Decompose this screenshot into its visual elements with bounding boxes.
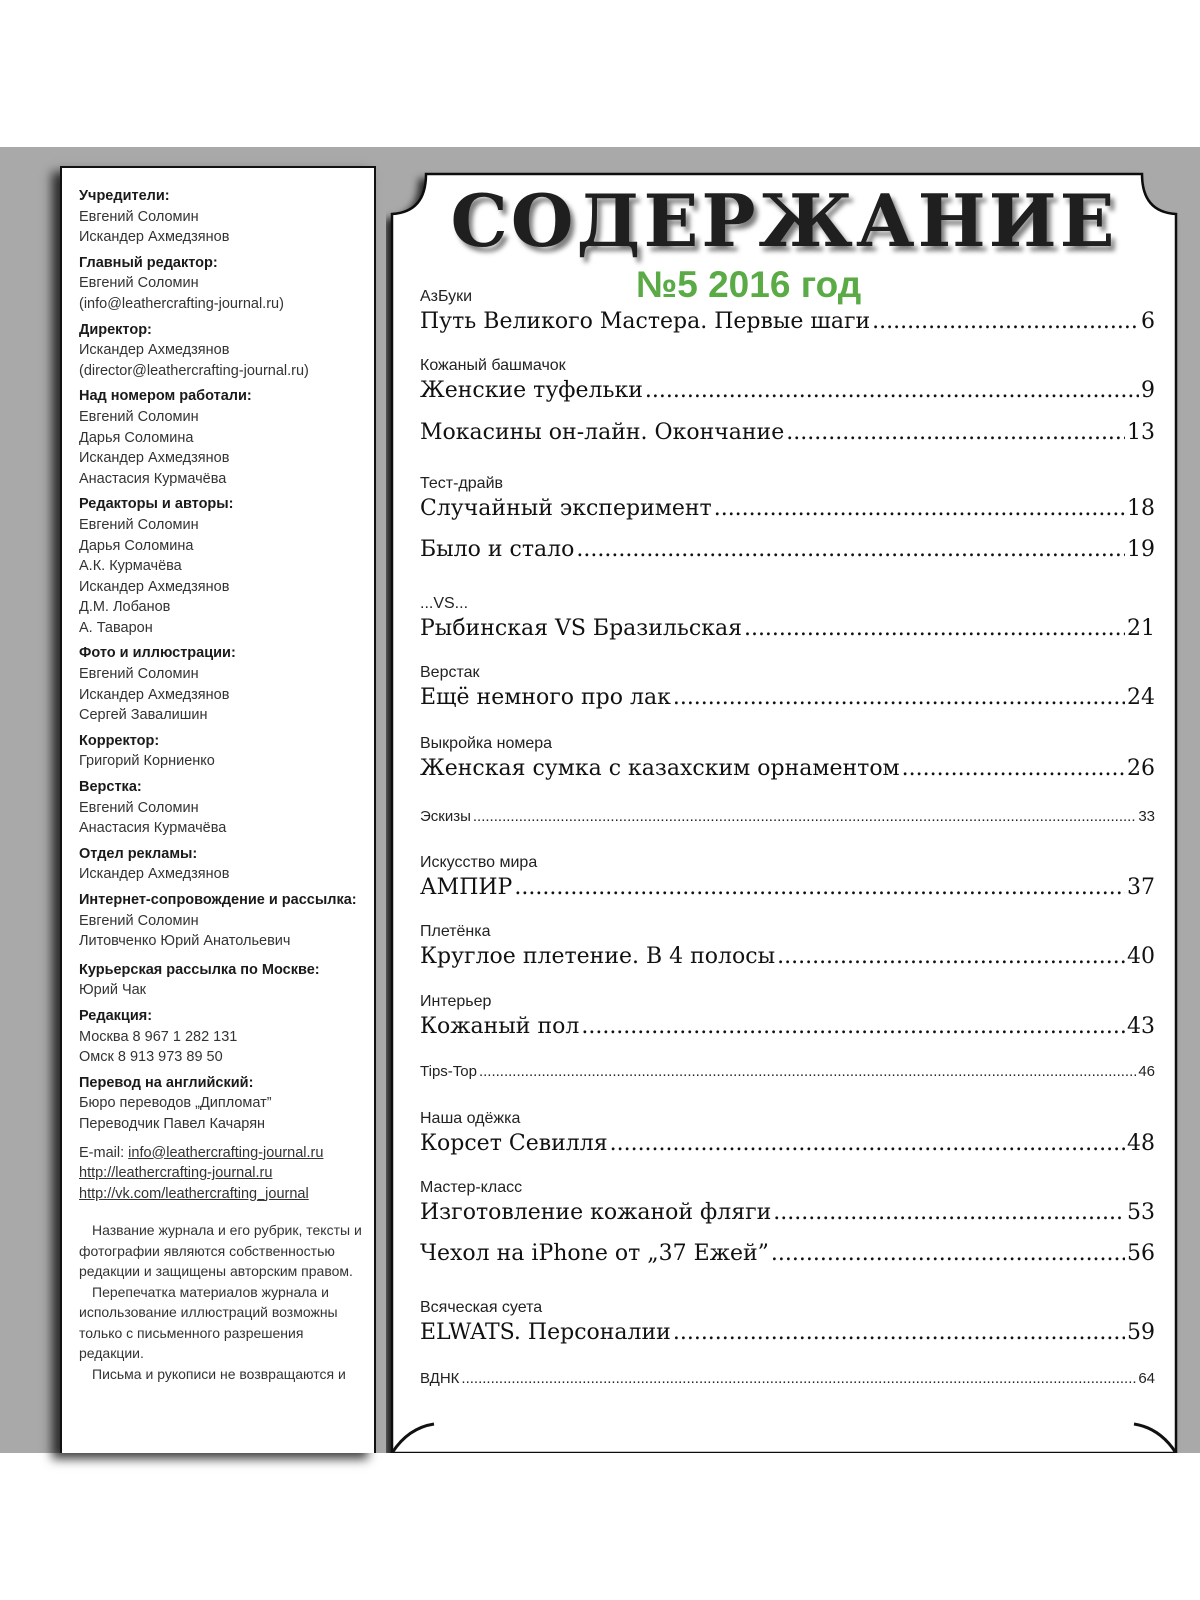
entry-page-number: 19 <box>1127 537 1155 562</box>
section-label: Тест-драйв <box>420 475 503 492</box>
entry-title: Изготовление кожаной фляги <box>420 1200 772 1225</box>
entry-title: Было и стало <box>420 537 575 562</box>
credit-group <box>79 320 366 382</box>
entry-title: АМПИР <box>420 875 513 900</box>
contents-entry[interactable] <box>420 734 1155 784</box>
legal-paragraph: Письма и рукописи не возвращаются и <box>92 1365 346 1382</box>
contents-entry[interactable] <box>420 594 1155 644</box>
credit-group <box>79 1006 366 1068</box>
entry-title: Круглое плетение. В 4 полосы <box>420 944 776 969</box>
section-label: Кожаный башмачок <box>420 357 566 374</box>
entry-title: Эскизы <box>420 808 471 825</box>
credit-group <box>79 731 366 772</box>
legal-notice <box>79 1220 366 1384</box>
entry-page-number: 53 <box>1127 1200 1155 1225</box>
entry-page-number: 59 <box>1127 1320 1155 1345</box>
contents-panel <box>386 166 1182 1453</box>
credit-line: А. Таварон <box>79 619 153 636</box>
section-label: Мастер-класс <box>420 1179 523 1196</box>
credit-heading: Верстка: <box>79 779 142 796</box>
contents-entry[interactable] <box>420 287 1155 337</box>
credit-heading: Над номером работали: <box>79 388 252 405</box>
contents-entry[interactable] <box>420 1057 1155 1087</box>
entry-page-number: 43 <box>1127 1014 1155 1039</box>
credit-line: Анастасия Курмачёва <box>79 820 227 837</box>
entry-page-number: 48 <box>1127 1131 1155 1156</box>
entry-row <box>420 683 1155 713</box>
dot-leader <box>786 418 1125 448</box>
credit-line: Искандер Ахмедзянов <box>79 686 230 703</box>
contents-entry[interactable] <box>420 535 1155 565</box>
entry-page-number: 64 <box>1138 1370 1155 1387</box>
dot-leader <box>576 535 1125 565</box>
entry-title: Корсет Севилля <box>420 1131 608 1156</box>
entry-title: ELWATS. Персоналии <box>420 1320 671 1345</box>
credit-line: Искандер Ахмедзянов <box>79 342 230 359</box>
entry-row <box>420 1012 1155 1042</box>
legal-paragraph: Перепечатка материалов журнала и использование иллюстраций возможны только с письменного разрешения редакции. <box>79 1283 338 1362</box>
credit-heading: Редакция: <box>79 1007 153 1024</box>
credit-line: Евгений Соломин <box>79 208 199 225</box>
entry-row <box>420 1318 1155 1348</box>
section-label: Интерьер <box>420 993 492 1010</box>
contents-entry[interactable] <box>420 1178 1155 1228</box>
vk-link[interactable]: http://vk.com/leathercrafting_journal <box>79 1185 309 1202</box>
entry-row <box>420 418 1155 448</box>
credit-line: Москва 8 967 1 282 131 <box>79 1028 238 1045</box>
entry-row <box>420 1364 1155 1394</box>
dot-leader <box>514 873 1125 903</box>
credit-line: (director@leathercrafting-journal.ru) <box>79 362 309 379</box>
credit-line: Переводчик Павел Качарян <box>79 1115 266 1132</box>
entry-row <box>420 494 1155 524</box>
credit-line: Анастасия Курмачёва <box>79 470 227 487</box>
dot-leader <box>461 1364 1136 1394</box>
credit-line: Омск 8 913 973 89 50 <box>79 1049 223 1066</box>
credit-line: Искандер Ахмедзянов <box>79 866 230 883</box>
credit-heading: Главный редактор: <box>79 254 218 271</box>
credit-line: Юрий Чак <box>79 982 147 999</box>
entry-page-number: 6 <box>1141 309 1155 334</box>
entry-title: Кожаный пол <box>420 1014 580 1039</box>
credit-line: Искандер Ахмедзянов <box>79 450 230 467</box>
credit-line: Евгений Соломин <box>79 666 199 683</box>
entry-title: Рыбинская VS Бразильская <box>420 616 742 641</box>
credit-line: Дарья Соломина <box>79 537 194 554</box>
section-label: Плетёнка <box>420 923 491 940</box>
credit-line: Григорий Корниенко <box>79 753 215 770</box>
dot-leader <box>673 1318 1125 1348</box>
entry-page-number: 33 <box>1138 808 1155 825</box>
dot-leader <box>744 614 1125 644</box>
credit-heading: Корректор: <box>79 732 160 749</box>
contents-entry[interactable] <box>420 663 1155 713</box>
credit-line: Евгений Соломин <box>79 799 199 816</box>
credit-groups <box>79 186 366 1135</box>
dot-leader <box>714 494 1125 524</box>
credit-heading: Курьерская рассылка по Москве: <box>79 961 320 978</box>
contents-entry[interactable] <box>420 1109 1155 1159</box>
entry-page-number: 21 <box>1127 616 1155 641</box>
credit-heading: Редакторы и авторы: <box>79 496 234 513</box>
credit-group <box>79 186 366 248</box>
entry-page-number: 56 <box>1127 1241 1155 1266</box>
entry-title: Женская сумка с казахским орнаментом <box>420 756 900 781</box>
entry-row <box>420 1129 1155 1159</box>
entry-page-number: 13 <box>1127 420 1155 445</box>
credit-group <box>79 960 366 1001</box>
contacts-block <box>79 1143 366 1205</box>
entry-page-number: 37 <box>1127 875 1155 900</box>
entry-page-number: 46 <box>1138 1063 1155 1080</box>
entry-title: ВДНК <box>420 1370 460 1387</box>
credit-group <box>79 844 366 885</box>
entry-row <box>420 754 1155 784</box>
email-label: E-mail: <box>79 1144 129 1161</box>
entry-title: Tips-Top <box>420 1063 477 1080</box>
dot-leader <box>479 1057 1136 1087</box>
site-link[interactable]: http://leathercrafting-journal.ru <box>79 1165 273 1182</box>
dot-leader <box>610 1129 1125 1159</box>
credit-line: Бюро переводов „Дипломат” <box>79 1095 272 1112</box>
contents-entry[interactable] <box>420 356 1155 406</box>
entry-row <box>420 1198 1155 1228</box>
entry-title: Мокасины он-лайн. Окончание <box>420 420 785 445</box>
entry-page-number: 40 <box>1127 944 1155 969</box>
credit-group <box>79 253 366 315</box>
entry-page-number: 24 <box>1127 685 1155 710</box>
credit-line: Д.М. Лобанов <box>79 599 171 616</box>
dot-leader <box>581 1012 1125 1042</box>
entry-page-number: 9 <box>1141 378 1155 403</box>
dot-leader <box>673 683 1125 713</box>
section-label: АзБуки <box>420 288 473 305</box>
section-label: Всяческая суета <box>420 1299 543 1316</box>
email-link[interactable]: info@leathercrafting-journal.ru <box>128 1144 324 1161</box>
contents-entry[interactable] <box>420 853 1155 903</box>
entry-row <box>420 376 1155 406</box>
dot-leader <box>777 942 1125 972</box>
credit-group <box>79 1073 366 1135</box>
contents-entry[interactable] <box>420 922 1155 972</box>
credit-group <box>79 777 366 839</box>
dot-leader <box>773 1198 1125 1228</box>
entry-title: Чехол на iPhone от „37 Ежей” <box>420 1241 769 1266</box>
credit-group <box>79 643 366 725</box>
dot-leader <box>872 307 1139 337</box>
entry-row <box>420 535 1155 565</box>
entry-row <box>420 307 1155 337</box>
credit-line: Дарья Соломина <box>79 429 194 446</box>
credit-line: Искандер Ахмедзянов <box>79 578 230 595</box>
credit-group <box>79 890 366 952</box>
dot-leader <box>771 1239 1125 1269</box>
credit-line: Сергей Завалишин <box>79 707 208 724</box>
entry-row <box>420 614 1155 644</box>
contents-entry[interactable] <box>420 992 1155 1042</box>
entry-row <box>420 942 1155 972</box>
credit-group <box>79 494 366 638</box>
entry-title: Путь Великого Мастера. Первые шаги <box>420 309 871 334</box>
credit-group <box>79 386 366 489</box>
entry-page-number: 18 <box>1127 496 1155 521</box>
credit-heading: Директор: <box>79 321 152 338</box>
contents-entry[interactable] <box>420 1239 1155 1269</box>
credit-heading: Интернет-сопровождение и рассылка: <box>79 892 357 908</box>
section-label: Наша одёжка <box>420 1110 521 1127</box>
credit-line: (info@leathercrafting-journal.ru) <box>79 295 284 312</box>
credit-line: А.К. Курмачёва <box>79 558 182 575</box>
contents-entry[interactable] <box>420 802 1155 832</box>
contents-title: СОДЕРЖАНИЕ <box>450 178 1118 263</box>
entry-row <box>420 802 1155 832</box>
section-label: Выкройка номера <box>420 735 553 752</box>
entry-title: Женские туфельки <box>420 378 643 403</box>
issue-number: №5 2016 год <box>636 264 862 305</box>
entry-row <box>420 873 1155 903</box>
section-label: ...VS... <box>420 595 469 612</box>
credit-line: Литовченко Юрий Анатольевич <box>79 933 291 950</box>
dot-leader <box>645 376 1139 406</box>
contents-entry[interactable] <box>420 1298 1155 1348</box>
section-label: Верстак <box>420 664 480 681</box>
entry-page-number: 26 <box>1127 756 1155 781</box>
credit-heading: Фото и иллюстрации: <box>79 645 236 662</box>
credit-heading: Учредители: <box>79 188 170 204</box>
dot-leader <box>902 754 1125 784</box>
credit-line: Евгений Соломин <box>79 516 199 533</box>
entry-title: Случайный эксперимент <box>420 496 712 521</box>
credit-line: Искандер Ахмедзянов <box>79 229 230 246</box>
contents-entry[interactable] <box>420 1364 1155 1394</box>
credit-line: Евгений Соломин <box>79 912 199 929</box>
contents-entry[interactable] <box>420 418 1155 448</box>
entry-row <box>420 1057 1155 1087</box>
credit-heading: Перевод на английский: <box>79 1074 254 1091</box>
dot-leader <box>473 802 1136 832</box>
contents-entry[interactable] <box>420 474 1155 524</box>
entry-title: Ещё немного про лак <box>420 685 671 710</box>
entry-row <box>420 1239 1155 1269</box>
section-label: Искусство мира <box>420 854 538 871</box>
email-line <box>79 1143 366 1164</box>
credit-line: Евгений Соломин <box>79 408 199 425</box>
credits-column <box>60 166 376 1453</box>
credit-line: Евгений Соломин <box>79 275 199 292</box>
credit-heading: Отдел рекламы: <box>79 845 198 862</box>
legal-paragraph: Название журнала и его рубрик, тексты и фотографии являются собственностью редакции и защищены авторским правом. <box>79 1222 362 1280</box>
